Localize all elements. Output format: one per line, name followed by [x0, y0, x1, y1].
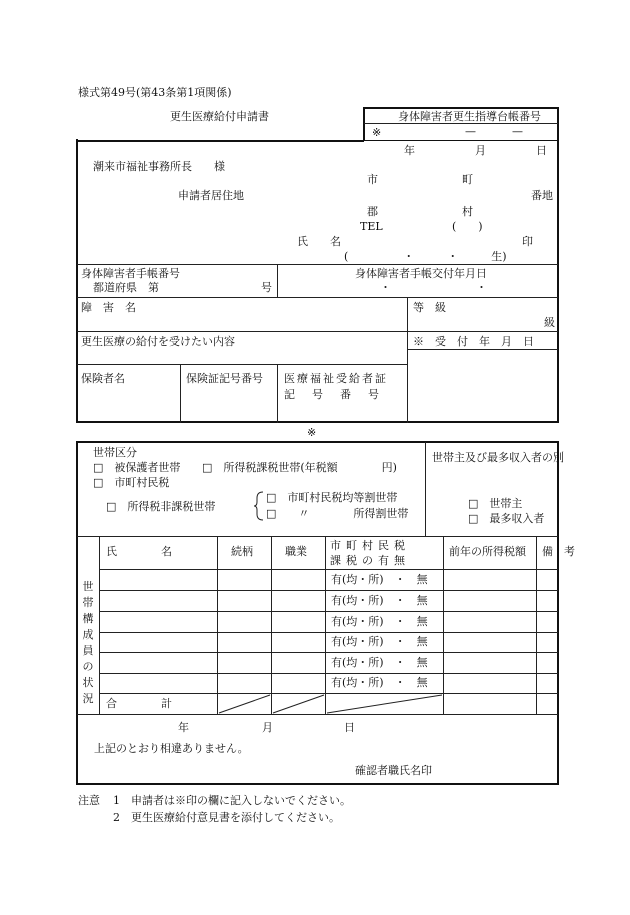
opt-taxed-household[interactable]: □ 所得税課税世帯(年税額 円)	[202, 461, 397, 474]
welfare-cert-label-1: 医療福祉受給者証	[284, 372, 388, 385]
col-tax-header-1: 市町村民税	[330, 539, 410, 552]
date-year[interactable]: 年	[404, 144, 415, 157]
opt-top-earner[interactable]: □ 最多収入者	[468, 512, 545, 525]
tax-status-row-6[interactable]: 有(均・所) ・ 無	[331, 676, 428, 689]
town-label: 町	[462, 173, 473, 186]
confirm-month[interactable]: 月	[262, 721, 273, 734]
residence-label: 申請者居住地	[178, 189, 244, 202]
col-name-header: 氏 名	[106, 545, 172, 558]
separator-mark: ※	[307, 426, 317, 439]
ledger-dash-2: —	[512, 125, 523, 138]
date-day[interactable]: 日	[536, 144, 547, 157]
addressee: 潮来市福祉事務所長 様	[93, 160, 225, 173]
col-note-header: 備 考	[542, 545, 575, 558]
insurer-label: 保険者名	[81, 372, 125, 385]
disability-label: 障 害 名	[81, 301, 136, 314]
note-2-text: 更生医療給付意見書を添付してください。	[131, 811, 340, 824]
opt-income-levy-household[interactable]: □ 〃 所得割世帯	[266, 507, 409, 520]
form-number: 様式第49号(第43条第1項関係)	[78, 86, 232, 99]
confirm-year[interactable]: 年	[178, 721, 189, 734]
tel-label: TEL	[360, 220, 383, 233]
ledger-label: 身体障害者更生指導台帳番号	[398, 110, 541, 123]
confirm-statement: 上記のとおり相違ありません。	[94, 742, 249, 755]
go-label: 号	[261, 281, 272, 294]
grade-label: 等 級	[413, 301, 446, 314]
village-label: 村	[462, 205, 473, 218]
tax-status-row-4[interactable]: 有(均・所) ・ 無	[331, 635, 428, 648]
confirm-day[interactable]: 日	[344, 721, 355, 734]
total-diagonals	[217, 693, 445, 715]
handbook-number-label: 身体障害者手帳番号	[81, 267, 180, 280]
city-label: 市	[367, 173, 378, 186]
opt-householder[interactable]: □ 世帯主	[468, 497, 523, 510]
issue-dot-2: ・	[476, 281, 487, 294]
opt-nontaxed-household[interactable]: □ 所得税非課税世帯	[106, 500, 216, 513]
col-prev-tax-header: 前年の所得税額	[449, 545, 526, 558]
confirm-official-label: 確認者職氏名印	[355, 764, 432, 777]
name-label: 氏 名	[297, 235, 341, 248]
household-class-label: 世帯区分	[93, 446, 137, 459]
opt-protected-household[interactable]: □ 被保護者世帯	[93, 461, 181, 474]
tax-status-row-5[interactable]: 有(均・所) ・ 無	[331, 656, 428, 669]
ledger-dash-1: —	[465, 125, 476, 138]
receipt-label: ※ 受 付 年 月 日	[413, 335, 534, 348]
note-2-number: 2	[113, 811, 120, 824]
opt-per-capita-household[interactable]: □ 市町村民税均等割世帯	[266, 491, 398, 504]
note-1-text: 申請者は※印の欄に記入しないでください。	[131, 794, 351, 807]
card-number-label: 保険証記号番号	[186, 372, 263, 385]
col-job-header: 職業	[285, 545, 307, 558]
tax-status-row-1[interactable]: 有(均・所) ・ 無	[331, 573, 428, 586]
col-relation-header: 続柄	[231, 545, 253, 558]
brace-icon	[253, 490, 265, 522]
date-month[interactable]: 月	[475, 144, 486, 157]
head-earner-label: 世帯主及び最多収入者の別	[432, 451, 564, 464]
note-1-number: 1	[113, 794, 120, 807]
col-tax-header-2: 課税の有無	[330, 554, 410, 567]
tax-status-row-2[interactable]: 有(均・所) ・ 無	[331, 594, 428, 607]
prefecture-label: 都道府県 第	[93, 281, 159, 294]
opt-municipal-tax[interactable]: □ 市町村民税	[93, 476, 170, 489]
tax-status-row-3[interactable]: 有(均・所) ・ 無	[331, 615, 428, 628]
total-label: 合 計	[106, 697, 172, 710]
banchi-label: 番地	[531, 189, 553, 202]
form-title: 更生医療給付申請書	[170, 110, 269, 123]
seal-mark: 印	[522, 235, 533, 248]
welfare-cert-label-2: 記 号 番 号	[284, 388, 382, 401]
tel-field[interactable]: ( )	[452, 220, 483, 233]
ledger-mark: ※	[372, 126, 382, 139]
content-label: 更生医療の給付を受けたい内容	[81, 335, 235, 348]
issue-dot-1: ・	[380, 281, 391, 294]
handbook-issue-label: 身体障害者手帳交付年月日	[355, 267, 487, 280]
birth-date-field[interactable]: ( ・ ・ 生)	[344, 250, 507, 263]
members-side-label: 世帯構成員の状況	[82, 580, 94, 705]
notes-label: 注意	[78, 794, 100, 807]
grade-unit: 級	[544, 316, 555, 329]
county-label: 郡	[367, 205, 378, 218]
